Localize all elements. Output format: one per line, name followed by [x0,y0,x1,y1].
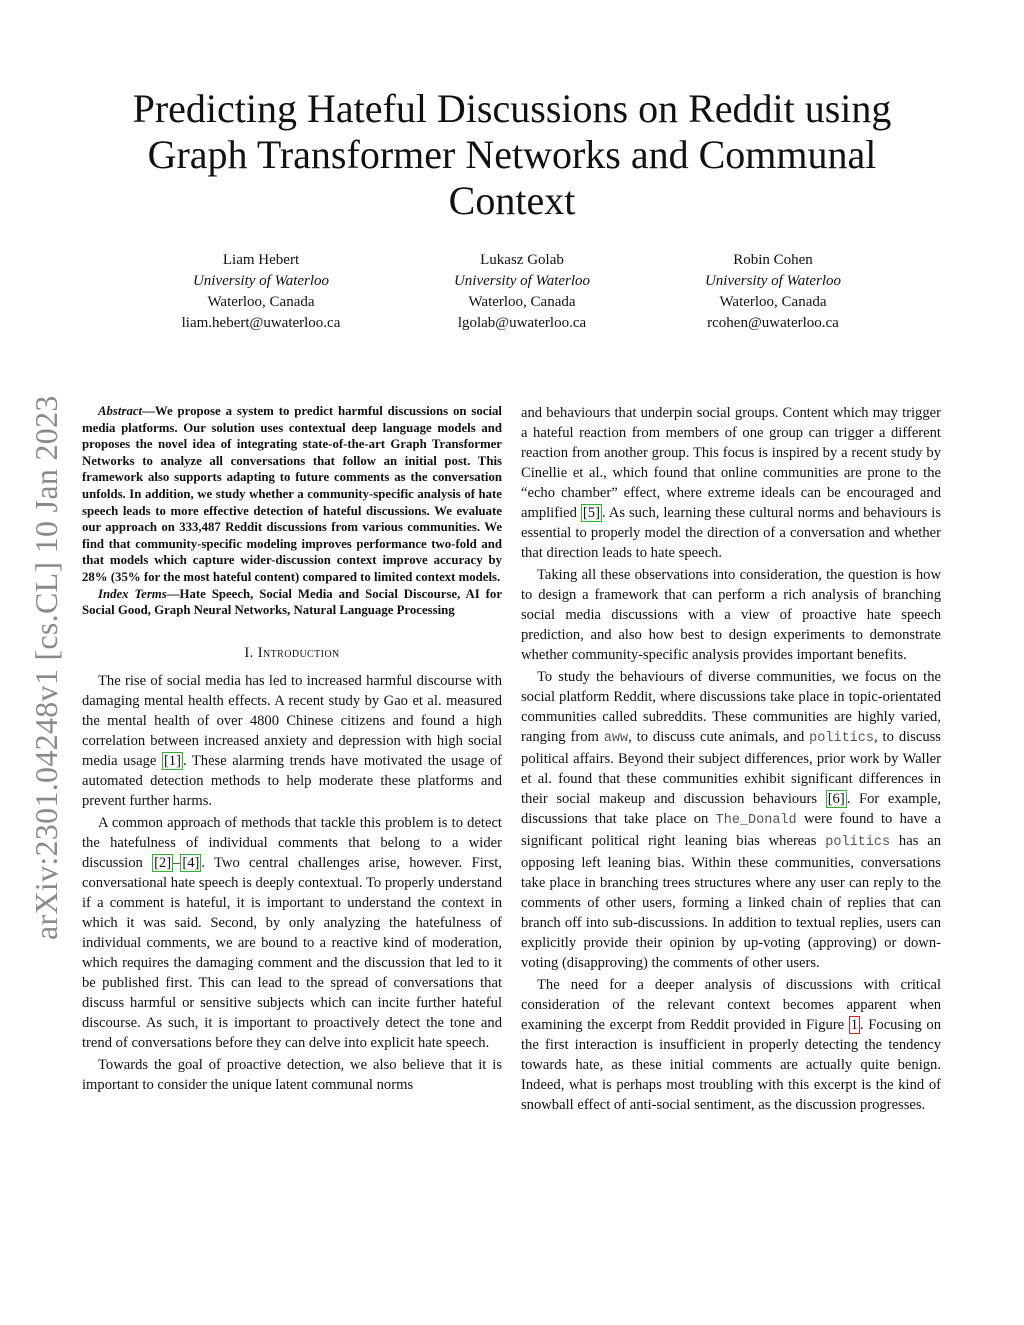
subreddit-name: politics [809,731,874,746]
author-1 [131,250,391,334]
intro-paragraph-3: Towards the goal of proactive detection, we also believe that it is important to consider the unique latent communal norms [82,1056,502,1093]
section-heading [82,643,502,663]
author-name: Liam Hebert [222,252,300,268]
author-location: Waterloo, Canada [468,294,576,310]
citation-link[interactable]: [2] [154,854,172,871]
author-email: liam.hebert@uwaterloo.ca [181,315,341,331]
author-email: lgolab@uwaterloo.ca [457,315,587,331]
citation-link[interactable]: [5] [582,505,600,521]
subreddit-name: aww [603,731,629,746]
paragraph-text: . Focusing on the first interaction is insufficient in properly detecting the tendency towards hate, as these initial comments are actually quite benign. Indeed, what is perhaps most troubling with this excerpt is the kind of snowball effect of anti-social sentiment, as the discussion progresses. [521,1017,941,1113]
index-terms-text: —Hate Speech, Social Media and Social Discourse, AI for Social Good, Graph Neural Networks, Natural Language Processing [82,586,502,618]
paragraph-text: . These alarming trends have motivated the usage of automated detection methods to help moderate these platforms and prevent further harms. [82,752,503,809]
author-3 [643,250,903,334]
citation-link[interactable]: [6] [827,791,845,807]
paragraph-text: The rise of social media has led to increased harmful discourse with damaging mental health effects. A recent study by Gao et al. measured the mental health of over 4800 Chinese citizens and found a high correlation between increased anxiety and depression with high social media usage [82,672,502,769]
abstract [82,403,502,586]
author-2 [392,250,652,334]
subreddit-name: politics [825,835,891,850]
paragraph-text: A common approach of methods that tackle this problem is to detect the hatefulness of individual comments that belong to a wider discussion [82,814,502,871]
paragraph-text: were found to have a significant political right leaning bias whereas [521,811,941,849]
intro-paragraph-2 [82,813,502,1053]
left-column [82,403,502,1097]
section-number: I. [244,644,254,661]
paragraph-text: , to discuss cute animals, and [628,729,810,745]
author-name: Robin Cohen [733,252,813,268]
citation-link[interactable]: [4] [182,854,200,871]
citation-link[interactable]: [1] [163,752,181,769]
author-affiliation: University of Waterloo [704,273,842,289]
index-terms [82,586,502,619]
arxiv-identifier: arXiv:2301.04248v1 [cs.CL] 10 Jan 2023 [28,395,64,940]
paragraph-design-question: Taking all these observations into consideration, the question is how to design a framework that can perform a rich analysis of branching social media discussions with a view of proactive hate speech prediction, and also how best to design experiments to demonstrate whether community-specific analysis provides important benefits. [521,567,941,663]
paragraph-text: The need for a deeper analysis of discussions with critical consideration of the relevant context becomes apparent when examining the excerpt from Reddit provided in Figure [521,977,941,1033]
paragraph-text: To study the behaviours of diverse communities, we focus on the social platform Reddit, where discussions take place in topic-orientated communities called subreddits. These communities are highly varied, ranging from [521,669,941,745]
paragraph-continued [521,403,941,563]
author-affiliation: University of Waterloo [192,273,330,289]
right-column [521,403,941,1117]
author-affiliation: University of Waterloo [453,273,591,289]
abstract-label: Abstract [98,404,143,418]
section-title: Introduction [257,644,340,661]
paragraph-text: , to discuss political affairs. Beyond their subject differences, prior work by Waller et al. found that these communities exhibit significant differences in their social makeup and discussion behaviours [521,729,941,807]
paper-title: Predicting Hateful Discussions on Reddit using Graph Transformer Networks and Communal Context [132,86,892,223]
paragraph-figure-excerpt [521,975,941,1115]
paragraph-text: . Two central challenges arise, however. First, conversational hate speech is deeply contextual. To properly understand if a comment is hateful, it is important to understand the context in which it was said. Second, by only analyzing the hatefulness of individual comments, we are bound to a reactive kind of moderation, which requires the damaging comment and the discussion that led to it be published first. This can lead to the spread of conversations that discuss harmful or sensitive subjects which can incite further hateful discourse. As such, it is important to proactively detect the tone and trend of conversations before they can delve into explicit hate speech. [82,854,502,1051]
intro-paragraph-1 [82,671,502,811]
paragraph-text: – [173,854,181,871]
paragraph-text: . As such, learning these cultural norms and behaviours is essential to properly model the direction of a conversation and whether that direction leads to hate speech. [521,505,941,561]
index-terms-label: Index Terms [98,586,167,601]
author-name: Lukasz Golab [480,252,564,268]
figure-reference-link[interactable]: 1 [850,1017,859,1033]
author-email: rcohen@uwaterloo.ca [707,315,839,331]
subreddit-name: The_Donald [715,813,797,828]
author-location: Waterloo, Canada [719,294,827,310]
author-location: Waterloo, Canada [207,294,315,310]
paragraph-text: . For example, discussions that take place on [521,791,941,827]
abstract-text: —We propose a system to predict harmful discussions on social media platforms. Our solution uses contextual deep language models and proposes the novel idea of integrating state-of-the-art Graph Transformer Networks to analyze all conversations that follow an initial post. This framework also supports adapting to future comments as the conversation unfolds. In addition, we study whether a community-specific analysis of hate speech leads to more effective detection of hateful discussions. We evaluate our approach on 333,487 Reddit discussions from various communities. We find that community-specific modeling improves performance two-fold and that models which capture wider-discussion context improve accuracy by 28% (35% for the most hateful content) compared to limited context models. [82,404,502,584]
paragraph-text: has an opposing left leaning bias. Within these communities, conversations take place in branching trees structures where any user can reply to the comments of other users, forming a linked chain of replies that can branch off into sub-discussions. In addition to textual replies, users can explicitly provide their opinion by up-voting (approving) or down-voting (disapproving) the comments of other users. [521,833,941,971]
paragraph-text: and behaviours that underpin social groups. Content which may trigger a hateful reaction from members of one group can trigger a different reaction from another group. This focus is inspired by a recent study by Cinellie et al., which found that online communities are prone to the “echo chamber” effect, where extreme ideals can be encouraged and amplified [521,405,941,521]
paragraph-reddit-communities [521,667,941,973]
